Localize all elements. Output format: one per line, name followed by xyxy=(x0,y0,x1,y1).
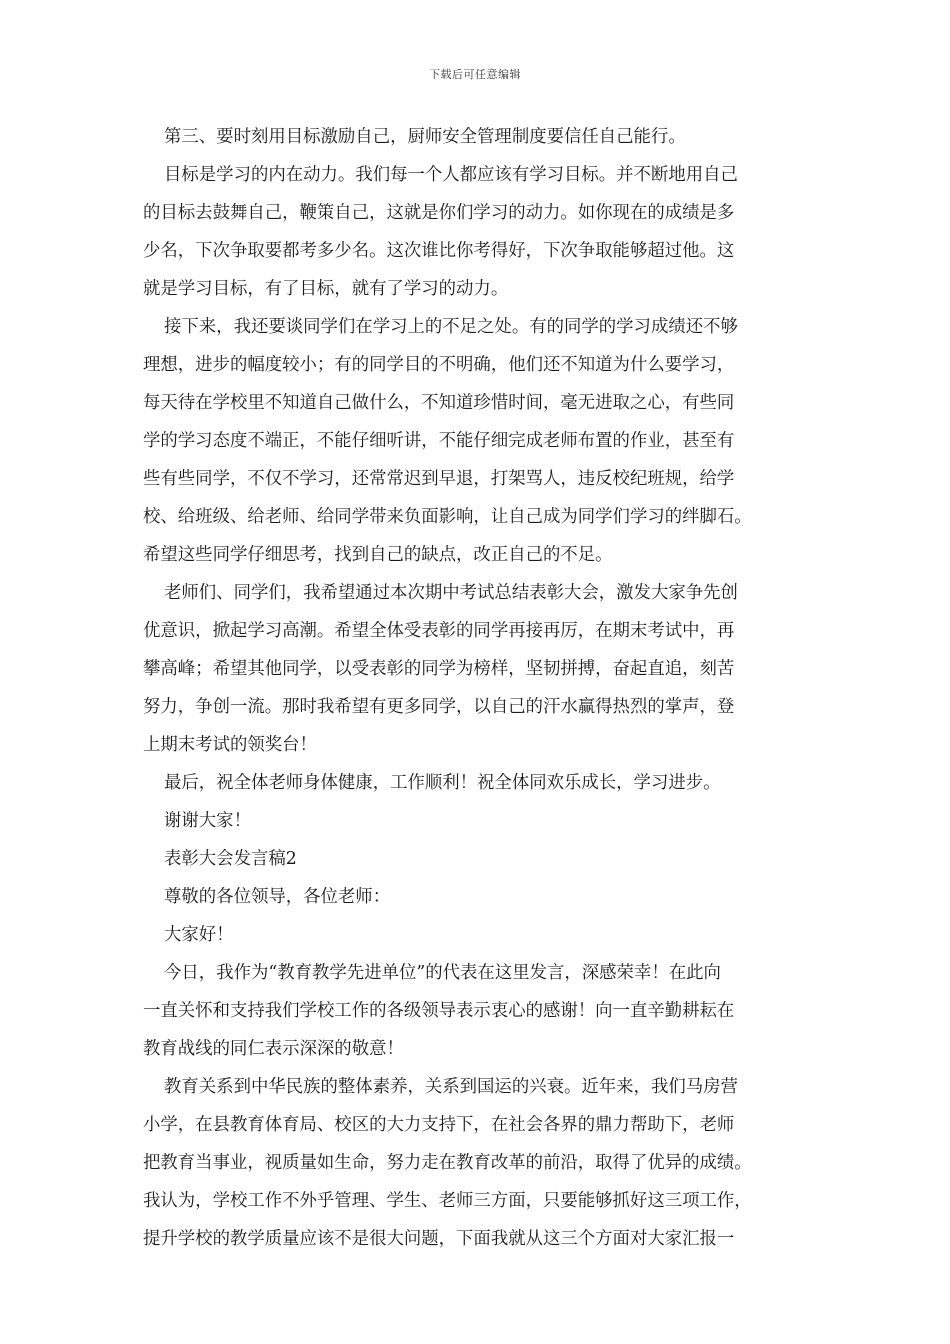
page-header: 下载后可任意编辑 xyxy=(429,68,521,81)
text-line: 努力，争创一流。那时我希望有更多同学，以自己的汗水赢得热烈的掌声，登 xyxy=(143,697,735,717)
text-line: 优意识，掀起学习高潮。希望全体受表彰的同学再接再厉，在期末考试中，再 xyxy=(143,621,735,641)
text-line: 尊敬的各位领导，各位老师： xyxy=(164,887,391,907)
text-line: 每天待在学校里不知道自己做什么，不知道珍惜时间，毫无进取之心，有些同 xyxy=(143,393,735,413)
text-line: 接下来，我还要谈同学们在学习上的不足之处。有的同学的学习成绩还不够 xyxy=(164,317,738,337)
text-line: 就是学习目标，有了目标，就有了学习的动力。 xyxy=(143,279,509,299)
text-line: 谢谢大家！ xyxy=(164,811,251,831)
text-line: 今日，我作为“教育教学先进单位”的代表在这里发言，深感荣幸！在此向 xyxy=(164,963,721,983)
text-line: 目标是学习的内在动力。我们每一个人都应该有学习目标。并不断地用自己 xyxy=(164,165,738,185)
text-line: 一直关怀和支持我们学校工作的各级领导表示衷心的感谢！向一直辛勤耕耘在 xyxy=(143,1001,735,1021)
text-line: 的目标去鼓舞自己，鞭策自己，这就是你们学习的动力。如你现在的成绩是多 xyxy=(143,203,735,223)
text-line: 我认为，学校工作不外乎管理、学生、老师三方面，只要能够抓好这三项工作， xyxy=(143,1191,752,1211)
text-line: 大家好！ xyxy=(164,925,234,945)
text-line: 小学，在县教育体育局、校区的大力支持下，在社会各界的鼎力帮助下，老师 xyxy=(143,1115,735,1135)
text-line: 些有些同学，不仅不学习，还常常迟到早退，打架骂人，违反校纪班规，给学 xyxy=(143,469,735,489)
text-line: 老师们、同学们，我希望通过本次期中考试总结表彰大会，激发大家争先创 xyxy=(164,583,738,603)
text-line: 提升学校的教学质量应该不是很大问题，下面我就从这三个方面对大家汇报一 xyxy=(143,1229,735,1249)
text-line: 校、给班级、给老师、给同学带来负面影响，让自己成为同学们学习的绊脚石。 xyxy=(143,507,752,527)
text-line: 希望这些同学仔细思考，找到自己的缺点，改正自己的不足。 xyxy=(143,545,613,565)
document-body xyxy=(143,118,819,1258)
text-line: 表彰大会发言稿2 xyxy=(164,849,297,869)
text-line: 上期末考试的领奖台！ xyxy=(143,735,317,755)
text-line: 第三、要时刻用目标激励自己，厨师安全管理制度要信任自己能行。 xyxy=(164,127,686,147)
text-line: 把教育当事业，视质量如生命，努力走在教育改革的前沿，取得了优异的成绩。 xyxy=(143,1153,752,1173)
text-line: 攀高峰；希望其他同学，以受表彰的同学为榜样，坚韧拼搏，奋起直追，刻苦 xyxy=(143,659,735,679)
text-line: 学的学习态度不端正，不能仔细听讲，不能仔细完成老师布置的作业，甚至有 xyxy=(143,431,735,451)
text-line: 最后，祝全体老师身体健康，工作顺利！祝全体同欢乐成长，学习进步。 xyxy=(164,773,721,793)
text-line: 教育关系到中华民族的整体素养，关系到国运的兴衰。近年来，我们马房营 xyxy=(164,1077,738,1097)
text-line: 教育战线的同仁表示深深的敬意！ xyxy=(143,1039,404,1059)
text-line: 少名，下次争取要都考多少名。这次谁比你考得好，下次争取能够超过他。这 xyxy=(143,241,735,261)
text-line: 理想，进步的幅度较小；有的同学目的不明确，他们还不知道为什么要学习， xyxy=(143,355,735,375)
